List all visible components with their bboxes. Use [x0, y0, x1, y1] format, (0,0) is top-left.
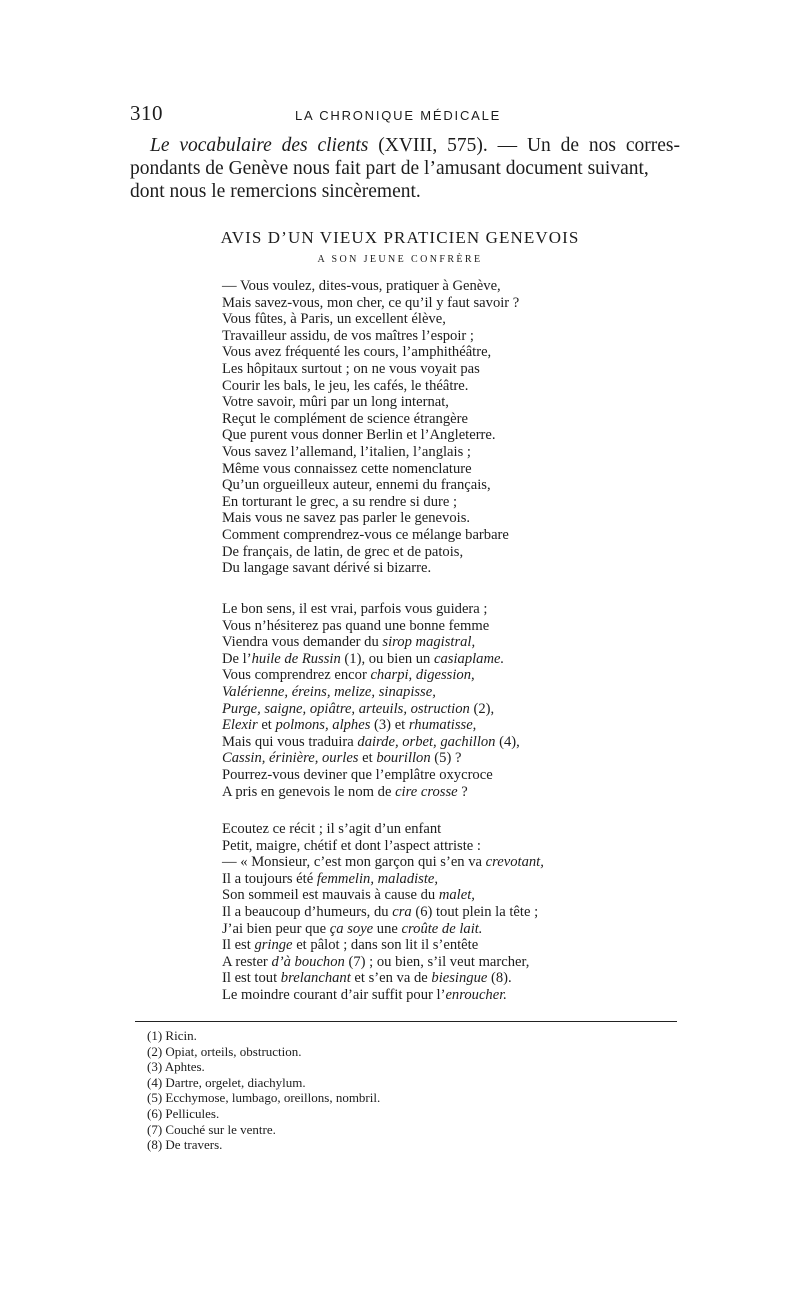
verse-text: Vous comprendrez encor [222, 667, 371, 684]
dialect-term: crevotant, [485, 854, 544, 871]
verse-line: Vous n’hésiterez pas quand une bonne femme [222, 617, 490, 634]
dialect-term: cire crosse [395, 783, 458, 800]
verse-line [222, 970, 622, 987]
verse-text: De l’ [222, 650, 252, 667]
verse-line: Même vous connaissez cette nomenclature [222, 460, 472, 477]
verse-text: et pâlot ; dans son lit il s’entête [292, 937, 479, 954]
verse-text: Il a beaucoup d’humeurs, du [222, 903, 393, 920]
dialect-term: ça soye [329, 920, 374, 937]
dialect-term: brelanchant [280, 970, 351, 987]
verse-text: une [373, 920, 402, 937]
dialect-term: polmons, alphes [275, 717, 371, 734]
verse-line [222, 954, 622, 971]
footnote-divider [135, 1021, 677, 1022]
footnote: (1) Ricin. [147, 1028, 197, 1043]
verse-text: Il a toujours été [222, 870, 317, 887]
verse-text: J’ai bien peur que [222, 920, 330, 937]
dialect-term: bourillon [376, 750, 431, 767]
verse-line [222, 701, 622, 718]
verse-line: De français, de latin, de grec et de patois, [222, 543, 464, 560]
stanza-2 [222, 601, 622, 800]
verse-text: Il est [222, 937, 255, 954]
verse-line [222, 684, 622, 701]
verse-line: Vous avez fréquenté les cours, l’amphithéâtre, [222, 344, 492, 361]
verse-line [222, 750, 622, 767]
verse-text: — « Monsieur, c’est mon garçon qui s’en va [222, 854, 486, 871]
verse-text: Mais qui vous traduira [222, 733, 358, 750]
verse-text: ? [457, 783, 468, 800]
verse-text: Le moindre courant d’air suffit pour l’ [222, 986, 446, 1003]
verse-line: Reçut le complément de science étrangère [222, 410, 468, 427]
footnote: (6) Pellicules. [147, 1105, 220, 1121]
verse-line: Le bon sens, il est vrai, parfois vous guidera ; [222, 601, 488, 617]
dialect-term: Valérienne, éreins, melize, sinapisse, [222, 683, 436, 700]
verse-line: — Vous voulez, dites-vous, pratiquer à Genève, [222, 278, 501, 294]
footnote: (3) Aphtes. [147, 1059, 205, 1075]
poem-title: AVIS D’UN VIEUX PRATICIEN GENEVOIS [220, 228, 580, 247]
footnote: (8) De travers. [147, 1137, 223, 1153]
verse-text: Il est tout [222, 970, 281, 987]
verse-text: (1), ou bien un [340, 650, 435, 667]
dialect-term: femmelin, maladiste, [316, 870, 439, 887]
footnote: (7) Couché sur le ventre. [147, 1121, 276, 1137]
verse-line: Vous savez l’allemand, l’italien, l’anglais ; [222, 443, 471, 460]
verse-line: Comment comprendrez-vous ce mélange barbare [222, 526, 509, 543]
verse-line [222, 667, 622, 684]
intro-line: dont nous le remercions sincèrement. [130, 181, 421, 202]
verse-line: En torturant le grec, a su rendre si dure ; [222, 493, 458, 510]
verse-text: et s’en va de [350, 970, 432, 987]
verse-line [222, 887, 622, 904]
intro-rubric: Le vocabulaire des clients [150, 135, 369, 156]
verse-text: (8). [487, 970, 512, 987]
footnote: (5) Ecchymose, lumbago, oreillons, nombril. [147, 1090, 381, 1106]
verse-text: et [358, 750, 377, 767]
verse-text: Son sommeil est mauvais à cause du [222, 887, 439, 904]
verse-text: (2), [469, 700, 495, 717]
verse-line: Ecoutez ce récit ; il s’agit d’un enfant [222, 821, 442, 837]
verse-line: Petit, maigre, chétif et dont l’aspect attriste : [222, 837, 481, 854]
page-number: 310 [130, 101, 163, 125]
running-head: LA CHRONIQUE MÉDICALE [295, 108, 502, 123]
dialect-term: biesingue [431, 970, 488, 987]
poem-subtitle: A SON JEUNE CONFRÈRE [317, 254, 483, 265]
verse-line [222, 854, 622, 871]
dialect-term: gringe [254, 937, 293, 954]
verse-text: (3) et [370, 717, 409, 734]
verse-text: A pris en genevois le nom de [222, 783, 396, 800]
verse-line [222, 921, 622, 938]
stanza-3 [222, 821, 622, 1004]
verse-line: Qu’un orgueilleux auteur, ennemi du français, [222, 477, 491, 494]
intro-line: pondants de Genève nous fait part de l’amusant document suivant, [130, 158, 649, 179]
verse-text: Viendra vous demander du [222, 634, 383, 651]
dialect-term: sirop magistral, [382, 634, 476, 651]
verse-text: (4), [495, 733, 520, 750]
footnotes [147, 1028, 380, 1153]
verse-line: Pourrez-vous deviner que l’emplâtre oxycroce [222, 766, 493, 783]
dialect-term: Elexir [222, 717, 258, 734]
verse-line [222, 717, 622, 734]
verse-text: et [257, 717, 276, 734]
verse-line [222, 987, 622, 1004]
dialect-term: casiaplame. [434, 650, 505, 667]
dialect-term: d’à bouchon [271, 953, 345, 970]
verse-line: Les hôpitaux surtout ; on ne vous voyait pas [222, 360, 480, 377]
verse-line [222, 651, 622, 668]
verse-line: Mais savez-vous, mon cher, ce qu’il y faut savoir ? [222, 294, 520, 311]
verse-line: Vous fûtes, à Paris, un excellent élève, [222, 311, 446, 328]
verse-text: (6) tout plein la tête ; [411, 903, 539, 920]
dialect-term: cra [392, 903, 412, 920]
dialect-term: Cassin, érinière, ourles [222, 750, 359, 767]
verse-line [222, 904, 622, 921]
intro-text: (XVIII, 575). — Un de nos corres- [368, 135, 680, 156]
verse-text: (5) ? [430, 750, 462, 767]
stanza-1 [222, 278, 622, 577]
intro-line [130, 134, 680, 157]
verse-line [222, 634, 622, 651]
verse-line [222, 871, 622, 888]
verse-line: Que purent vous donner Berlin et l’Angleterre. [222, 427, 496, 444]
verse-line: Mais vous ne savez pas parler le genevois. [222, 510, 471, 527]
verse-text: A rester [222, 953, 272, 970]
verse-text: (7) ; ou bien, s’il veut marcher, [344, 953, 530, 970]
footnote: (2) Opiat, orteils, obstruction. [147, 1043, 302, 1059]
dialect-term: dairde, orbet, gachillon [357, 733, 496, 750]
dialect-term: rhumatisse, [408, 717, 477, 734]
dialect-term: huile de Russin [251, 650, 341, 667]
dialect-term: charpi, digession, [370, 667, 475, 684]
verse-line: Votre savoir, mûri par un long internat, [222, 394, 449, 411]
verse-line: Travailleur assidu, de vos maîtres l’espoir ; [222, 327, 474, 344]
dialect-term: Purge, saigne, opiâtre, arteuils, ostruction [222, 700, 470, 717]
dialect-term: malet, [438, 887, 475, 904]
footnote: (4) Dartre, orgelet, diachylum. [147, 1074, 306, 1090]
verse-line: Courir les bals, le jeu, les cafés, le théâtre. [222, 377, 469, 394]
verse-line [222, 734, 622, 751]
dialect-term: croûte de lait. [401, 920, 483, 937]
dialect-term: enroucher. [445, 986, 507, 1003]
verse-line [222, 784, 622, 801]
intro-paragraph [130, 134, 680, 203]
verse-line [222, 937, 622, 954]
verse-line: Du langage savant dérivé si bizarre. [222, 560, 432, 577]
